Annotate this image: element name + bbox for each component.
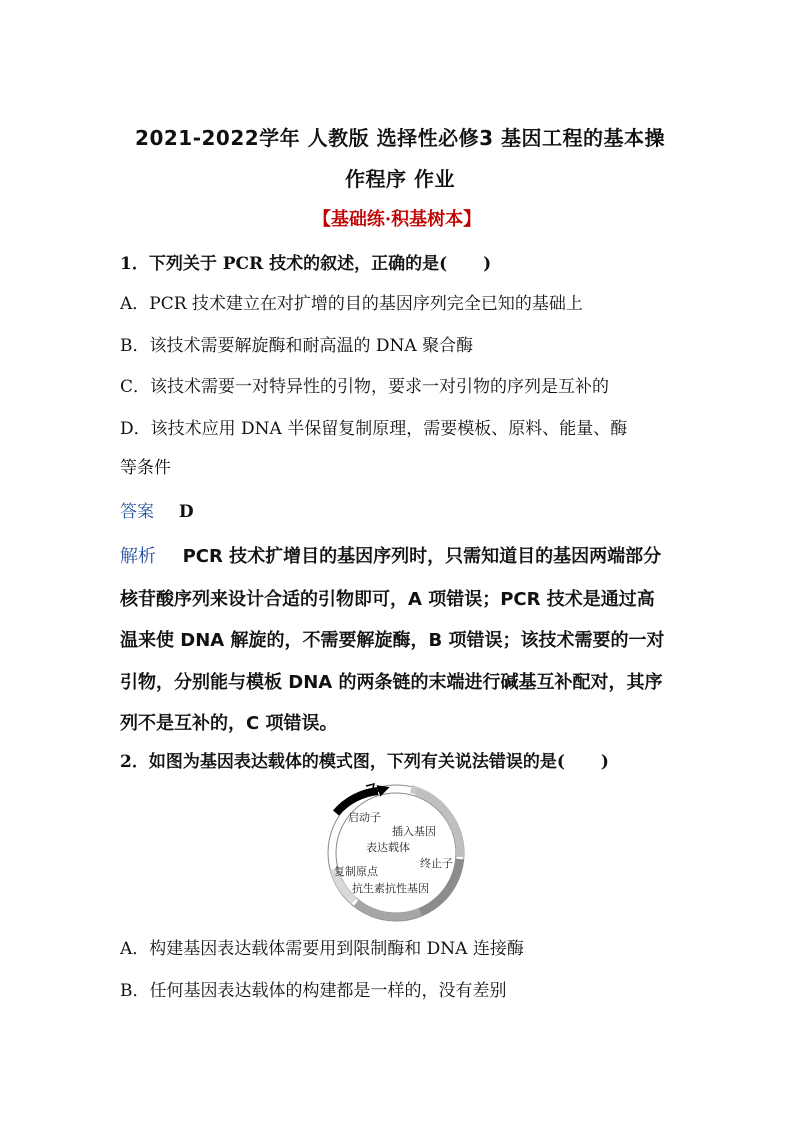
doc-title-line2: 作程序 作业 — [345, 167, 455, 191]
q2-stem-close: ) — [600, 752, 609, 772]
segment-resistance — [356, 903, 420, 917]
q1-option-a: A．PCR 技术建立在对扩增的目的基因序列完全已知的基础上 — [120, 294, 583, 314]
q1-stem — [120, 252, 491, 276]
q1-analysis-line2: 核苷酸序列来设计合适的引物即可，A 项错误；PCR 技术是通过高 — [120, 589, 655, 610]
doc-title-line1: 2021-2022学年 人教版 选择性必修3 基因工程的基本操 — [135, 126, 665, 150]
q1-option-d-cont: 等条件 — [120, 458, 171, 478]
label-resistance: 抗生素抗性基因 — [352, 882, 429, 895]
segment-promoter — [336, 791, 378, 813]
q1-analysis-line5: 列不是互补的，C 项错误。 — [120, 713, 338, 734]
q1-option-d: D．该技术应用 DNA 半保留复制原理，需要模板、原料、能量、酶 — [120, 419, 628, 439]
promoter-arrow-icon — [378, 789, 384, 791]
expression-vector-diagram — [316, 783, 476, 925]
q2-option-b: B．任何基因表达载体的构建都是一样的，没有差别 — [120, 981, 507, 1001]
q1-stem-close: ) — [483, 254, 492, 274]
label-vector: 表达载体 — [366, 841, 410, 854]
label-origin: 复制原点 — [334, 865, 378, 878]
label-insert-gene: 插入基因 — [392, 825, 436, 838]
q1-option-b: B．该技术需要解旋酶和耐高温的 DNA 聚合酶 — [120, 336, 474, 356]
label-terminator: 终止子 — [420, 857, 453, 870]
answer-label: 答案 — [120, 502, 154, 522]
analysis-label: 解析 — [120, 546, 156, 567]
answer-value: D — [178, 502, 194, 522]
label-promoter: 启动子 — [348, 811, 381, 824]
q1-stem-text: 1．下列关于 PCR 技术的叙述，正确的是( — [120, 254, 448, 274]
q1-option-c: C．该技术需要一对特异性的引物，要求一对引物的序列是互补的 — [120, 377, 610, 397]
q1-answer — [120, 500, 194, 524]
q1-analysis-line3: 温来使 DNA 解旋的，不需要解旋酶，B 项错误；该技术需要的一对 — [120, 630, 665, 651]
q1-analysis-line4: 引物，分别能与模板 DNA 的两条链的末端进行碱基互补配对，其序 — [120, 672, 663, 693]
q1-analysis-line1 — [120, 542, 661, 568]
analysis-text-1: PCR 技术扩增目的基因序列时，只需知道目的基因两端部分 — [182, 546, 662, 567]
q2-option-a: A．构建基因表达载体需要用到限制酶和 DNA 连接酶 — [120, 939, 524, 959]
q2-stem — [120, 750, 609, 774]
q2-stem-text: 2．如图为基因表达载体的模式图，下列有关说法错误的是( — [120, 752, 565, 772]
section-heading: 【基础练·积基树本】 — [312, 209, 482, 230]
